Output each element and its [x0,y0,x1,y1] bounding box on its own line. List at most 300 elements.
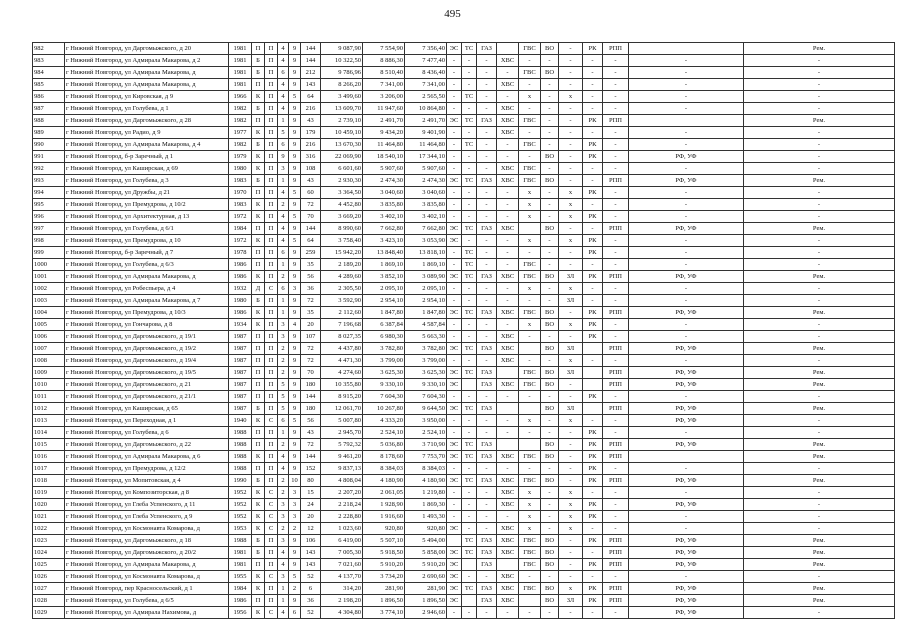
table-cell: К [252,571,265,583]
table-cell: - [462,487,477,499]
table-cell: - [744,187,895,199]
table-cell: ЭС [447,367,462,379]
table-cell: 144 [301,223,321,235]
table-cell: РПП [603,439,629,451]
table-cell: РК [583,115,603,127]
table-cell: - [603,391,629,403]
row-number-cell: 995 [33,199,65,211]
table-cell: 4 [278,235,289,247]
table-cell: 108 [301,163,321,175]
table-cell: 8 266,20 [321,79,363,91]
table-row [33,259,895,271]
table-cell: 36 [301,283,321,295]
table-cell: 24 [301,499,321,511]
table-cell: - [603,283,629,295]
table-cell: ТС [462,403,477,415]
table-cell: 6 387,84 [363,319,405,331]
table-cell: - [497,319,519,331]
table-cell: П [265,559,278,571]
address-cell: г Нижний Новгород, ул Голубева, д 6/1 [65,223,229,235]
table-cell: 3 [278,163,289,175]
table-cell: - [583,283,603,295]
table-cell: ГВС [519,175,541,187]
table-cell: 4 [278,91,289,103]
table-cell: РПП [603,595,629,607]
table-cell: РК [583,43,603,55]
table-cell: 4 471,30 [321,355,363,367]
table-cell: - [583,547,603,559]
table-cell: ВО [541,451,559,463]
table-cell: 10 864,80 [405,103,447,115]
table-cell: - [559,163,583,175]
table-cell: х [559,187,583,199]
table-cell: - [559,223,583,235]
table-cell: - [583,91,603,103]
table-cell: 3 089,90 [405,271,447,283]
table-row [33,523,895,535]
address-cell: г Нижний Новгород, ул Космонавта Комарова, д [65,571,229,583]
table-cell: П [265,391,278,403]
table-cell: ВО [541,403,559,415]
table-cell: 9 [289,67,301,79]
table-cell: 7 753,70 [405,451,447,463]
address-cell: г Нижний Новгород, ул Космонавта Комарова, д [65,523,229,535]
table-cell: К [252,451,265,463]
table-cell: ЭС [447,583,462,595]
table-cell: 9 [289,115,301,127]
table-row [33,607,895,619]
table-cell: ГАЗ [477,343,497,355]
table-cell: - [462,67,477,79]
table-cell: 72 [301,295,321,307]
table-cell: РФ, УФ [629,439,744,451]
table-cell: - [477,511,497,523]
table-cell: 2 [278,439,289,451]
row-number-cell: 989 [33,127,65,139]
table-cell: - [603,427,629,439]
address-cell: г Нижний Новгород, ул Премудрова, д 10/3 [65,307,229,319]
table-cell: РК [583,271,603,283]
table-cell: 4 808,04 [321,475,363,487]
table-row [33,403,895,415]
table-row [33,91,895,103]
table-cell: - [744,211,895,223]
table-cell: ГАЗ [477,43,497,55]
table-cell: 52 [301,571,321,583]
page-number: 495 [444,8,461,20]
table-cell: - [583,175,603,187]
table-cell: 8 384,03 [405,463,447,475]
table-cell: 180 [301,403,321,415]
table-cell: 8 178,60 [363,451,405,463]
table-cell: - [519,355,541,367]
address-cell: г Нижний Новгород, ул Даргомыжского, д 20/2 [65,547,229,559]
table-cell: С [265,571,278,583]
table-cell: РПП [603,451,629,463]
table-cell: - [477,187,497,199]
address-cell: г Нижний Новгород, ул Дружбы, д 21 [65,187,229,199]
table-cell: 1 869,10 [363,259,405,271]
table-cell: ХВС [497,55,519,67]
table-cell: - [744,91,895,103]
table-cell: 11 947,60 [363,103,405,115]
table-cell: 9 330,10 [363,379,405,391]
table-cell: ЭС [447,451,462,463]
table-cell: РФ, УФ [629,271,744,283]
table-cell: ТС [462,223,477,235]
table-cell: Рем. [744,583,895,595]
table-cell: 72 [301,439,321,451]
table-cell: РФ, УФ [629,547,744,559]
table-cell: 7 005,30 [321,547,363,559]
table-cell [519,343,541,355]
table-cell: 5 858,00 [405,547,447,559]
address-cell: г Нижний Новгород, ул Даргомыжского, д 21/1 [65,391,229,403]
table-cell: - [462,103,477,115]
address-cell: г Нижний Новгород, ул Глеба Успенского, д 9 [65,511,229,523]
table-cell: - [447,319,462,331]
table-cell: 18 540,10 [363,151,405,163]
row-number-cell: 1007 [33,343,65,355]
table-cell: ГВС [519,583,541,595]
table-cell: 314,20 [321,583,363,595]
table-cell: 1986 [229,595,252,607]
table-cell: - [541,139,559,151]
table-cell: 12 061,70 [321,403,363,415]
table-cell: ВО [541,343,559,355]
table-cell: Рем. [744,403,895,415]
table-row [33,535,895,547]
table-row [33,43,895,55]
row-number-cell: 1017 [33,463,65,475]
table-cell: 4 [278,463,289,475]
address-cell: г Нижний Новгород, ул Каширская, д 69 [65,163,229,175]
table-row [33,439,895,451]
table-row [33,271,895,283]
table-cell: 3 [278,331,289,343]
table-cell: П [265,163,278,175]
table-cell: 7 477,40 [405,55,447,67]
table-cell: - [629,55,744,67]
table-cell: РПП [603,547,629,559]
address-cell: г Нижний Новгород, б-р Заречный, д 1 [65,151,229,163]
table-row [33,223,895,235]
table-cell: ХВС [497,271,519,283]
table-cell: - [744,55,895,67]
table-cell: 13 670,30 [321,139,363,151]
table-cell: 1952 [229,511,252,523]
table-cell: - [541,463,559,475]
table-cell: К [252,523,265,535]
table-cell: - [629,523,744,535]
table-cell: - [583,415,603,427]
table-cell: - [462,331,477,343]
table-cell: П [252,595,265,607]
table-cell: Рем. [744,43,895,55]
table-cell: 72 [301,199,321,211]
table-cell: 2 930,30 [321,175,363,187]
table-cell: 2 198,20 [321,595,363,607]
table-cell: 2 218,24 [321,499,363,511]
table-cell: 7 341,00 [363,79,405,91]
table-cell: 3 [289,511,301,523]
table-cell: 1977 [229,127,252,139]
table-row [33,559,895,571]
table-cell: Б [252,103,265,115]
address-cell: г Нижний Новгород, ул Радио, д 9 [65,127,229,139]
table-cell: РК [583,499,603,511]
table-cell: 2 474,30 [363,175,405,187]
table-cell: х [559,499,583,511]
table-cell: 4 180,90 [405,475,447,487]
table-cell: - [447,499,462,511]
table-cell: К [252,271,265,283]
row-number-cell: 1023 [33,535,65,547]
table-cell: - [744,139,895,151]
row-number-cell: 1002 [33,283,65,295]
table-cell: 9 [289,199,301,211]
table-cell: РК [583,187,603,199]
row-number-cell: 1015 [33,439,65,451]
table-cell: 9 [289,355,301,367]
table-cell: 1 219,80 [405,487,447,499]
table-cell: - [583,79,603,91]
table-cell: ХВС [497,79,519,91]
table-cell: - [744,415,895,427]
table-cell: 3 950,00 [405,415,447,427]
table-cell: П [265,103,278,115]
table-cell: - [559,559,583,571]
table-cell: - [447,259,462,271]
table-cell: 144 [301,55,321,67]
table-cell: ХВС [497,547,519,559]
table-cell: 1 023,60 [321,523,363,535]
row-number-cell: 990 [33,139,65,151]
table-cell: ГАЗ [477,175,497,187]
table-row [33,355,895,367]
table-cell: х [559,319,583,331]
table-cell: ВО [541,367,559,379]
address-cell: г Нижний Новгород, ул Адмирала Макарова, д 2 [65,55,229,67]
table-cell: ТС [462,343,477,355]
table-cell: 6 [278,139,289,151]
table-cell: П [265,43,278,55]
table-cell: РК [583,427,603,439]
table-cell: - [497,247,519,259]
table-cell: - [603,487,629,499]
table-cell: 8 027,35 [321,331,363,343]
table-cell: П [252,79,265,91]
table-cell: ГВС [519,115,541,127]
table-cell: - [603,247,629,259]
table-cell: - [477,103,497,115]
table-cell: 8 384,03 [363,463,405,475]
table-cell: - [744,487,895,499]
table-cell: 3 040,60 [405,187,447,199]
table-cell: 9 [289,439,301,451]
table-cell: 36 [301,595,321,607]
table-cell: ГАЗ [477,475,497,487]
table-cell: 1987 [229,379,252,391]
table-cell: - [559,547,583,559]
table-cell: РК [583,595,603,607]
table-cell: - [541,391,559,403]
table-cell: РФ, УФ [629,475,744,487]
table-cell: 10 267,80 [363,403,405,415]
table-cell: П [252,247,265,259]
table-cell: - [447,163,462,175]
table-cell: ГВС [519,475,541,487]
table-cell: - [497,91,519,103]
table-row [33,79,895,91]
table-cell: - [629,259,744,271]
row-number-cell: 1008 [33,355,65,367]
table-cell: - [559,607,583,619]
table-cell: х [559,511,583,523]
table-cell: - [541,499,559,511]
table-cell: 3 040,60 [363,187,405,199]
table-cell: 2 946,60 [405,607,447,619]
table-cell: - [583,607,603,619]
table-cell: - [603,79,629,91]
address-cell: г Нижний Новгород, пер Красносельский, д 1 [65,583,229,595]
address-cell: г Нижний Новгород, ул Кировская, д 9 [65,91,229,103]
table-cell: - [629,187,744,199]
table-cell: 9 [289,151,301,163]
table-cell: Б [252,139,265,151]
table-cell: 1979 [229,151,252,163]
table-cell: П [252,367,265,379]
table-cell: - [603,211,629,223]
table-cell: - [462,55,477,67]
table-cell: - [629,391,744,403]
table-cell: 3 [289,487,301,499]
table-cell: - [603,139,629,151]
table-cell: ГВС [519,67,541,79]
table-cell: - [519,331,541,343]
table-row [33,391,895,403]
table-cell: ХВС [497,343,519,355]
table-cell: - [477,523,497,535]
table-cell: ЭС [447,547,462,559]
table-cell: 20 [301,511,321,523]
table-cell: х [559,487,583,499]
table-cell: - [744,511,895,523]
table-cell: ГВС [519,547,541,559]
table-cell: - [447,67,462,79]
table-cell: ХВС [497,355,519,367]
table-cell: 4 437,80 [321,343,363,355]
table-cell [497,439,519,451]
table-cell: Рем. [744,307,895,319]
address-cell: г Нижний Новгород, ул Премудрова, д 10 [65,235,229,247]
table-cell: - [462,511,477,523]
table-cell: - [497,235,519,247]
table-cell: ГАЗ [477,535,497,547]
table-cell: - [477,463,497,475]
table-cell: ГАЗ [477,547,497,559]
table-cell: 6 [301,583,321,595]
table-cell: 2 228,80 [321,511,363,523]
table-cell: П [252,115,265,127]
table-cell: 4 274,60 [321,367,363,379]
table-cell: 4 [278,223,289,235]
table-cell: ЗЛ [559,595,583,607]
address-cell: г Нижний Новгород, ул Каширская, д 65 [65,403,229,415]
table-cell: 2 690,60 [405,571,447,583]
table-cell: - [744,331,895,343]
table-cell: П [265,535,278,547]
table-cell: 9 837,13 [321,463,363,475]
table-cell: 2 [278,199,289,211]
table-cell [583,379,603,391]
table-cell: 1981 [229,547,252,559]
table-cell: Рем. [744,547,895,559]
table-cell: - [497,187,519,199]
table-cell: ГВС [519,559,541,571]
table-cell: - [629,127,744,139]
table-cell: 2 112,60 [321,307,363,319]
row-number-cell: 1006 [33,331,65,343]
table-cell: - [541,103,559,115]
table-cell: - [541,355,559,367]
table-cell: ЭС [447,343,462,355]
table-cell: 5 007,80 [321,415,363,427]
table-cell: П [265,175,278,187]
table-row [33,211,895,223]
table-cell: 64 [301,91,321,103]
table-cell: Рем. [744,343,895,355]
table-cell: - [603,523,629,535]
table-cell: 8 510,40 [363,67,405,79]
table-cell: 143 [301,559,321,571]
table-cell: - [559,451,583,463]
table-cell: ХВС [497,175,519,187]
table-cell: 1932 [229,283,252,295]
table-cell: 1987 [229,331,252,343]
table-cell: 3 402,10 [405,211,447,223]
table-cell: П [252,559,265,571]
table-cell: - [559,247,583,259]
table-cell: 179 [301,127,321,139]
row-number-cell: 1011 [33,391,65,403]
table-cell: 2 739,10 [321,115,363,127]
address-cell: г Нижний Новгород, ул Даргомыжского, д 19/2 [65,343,229,355]
table-cell: РФ, УФ [629,415,744,427]
table-cell: П [265,235,278,247]
table-cell: 1 [278,595,289,607]
table-cell: 1986 [229,271,252,283]
table-cell: 7 662,80 [405,223,447,235]
table-cell: 212 [301,67,321,79]
table-cell: х [559,523,583,535]
table-cell: 5 [278,403,289,415]
table-cell: ТС [462,139,477,151]
table-cell: - [629,199,744,211]
table-cell: - [541,523,559,535]
table-cell: ЭС [447,439,462,451]
table-cell: К [252,499,265,511]
table-cell: 3 710,90 [405,439,447,451]
table-cell: - [477,91,497,103]
table-cell: 9 [289,103,301,115]
table-cell: - [462,187,477,199]
table-cell: - [603,67,629,79]
table-cell: - [603,331,629,343]
table-cell: - [629,211,744,223]
table-cell: - [447,91,462,103]
table-cell: х [559,583,583,595]
